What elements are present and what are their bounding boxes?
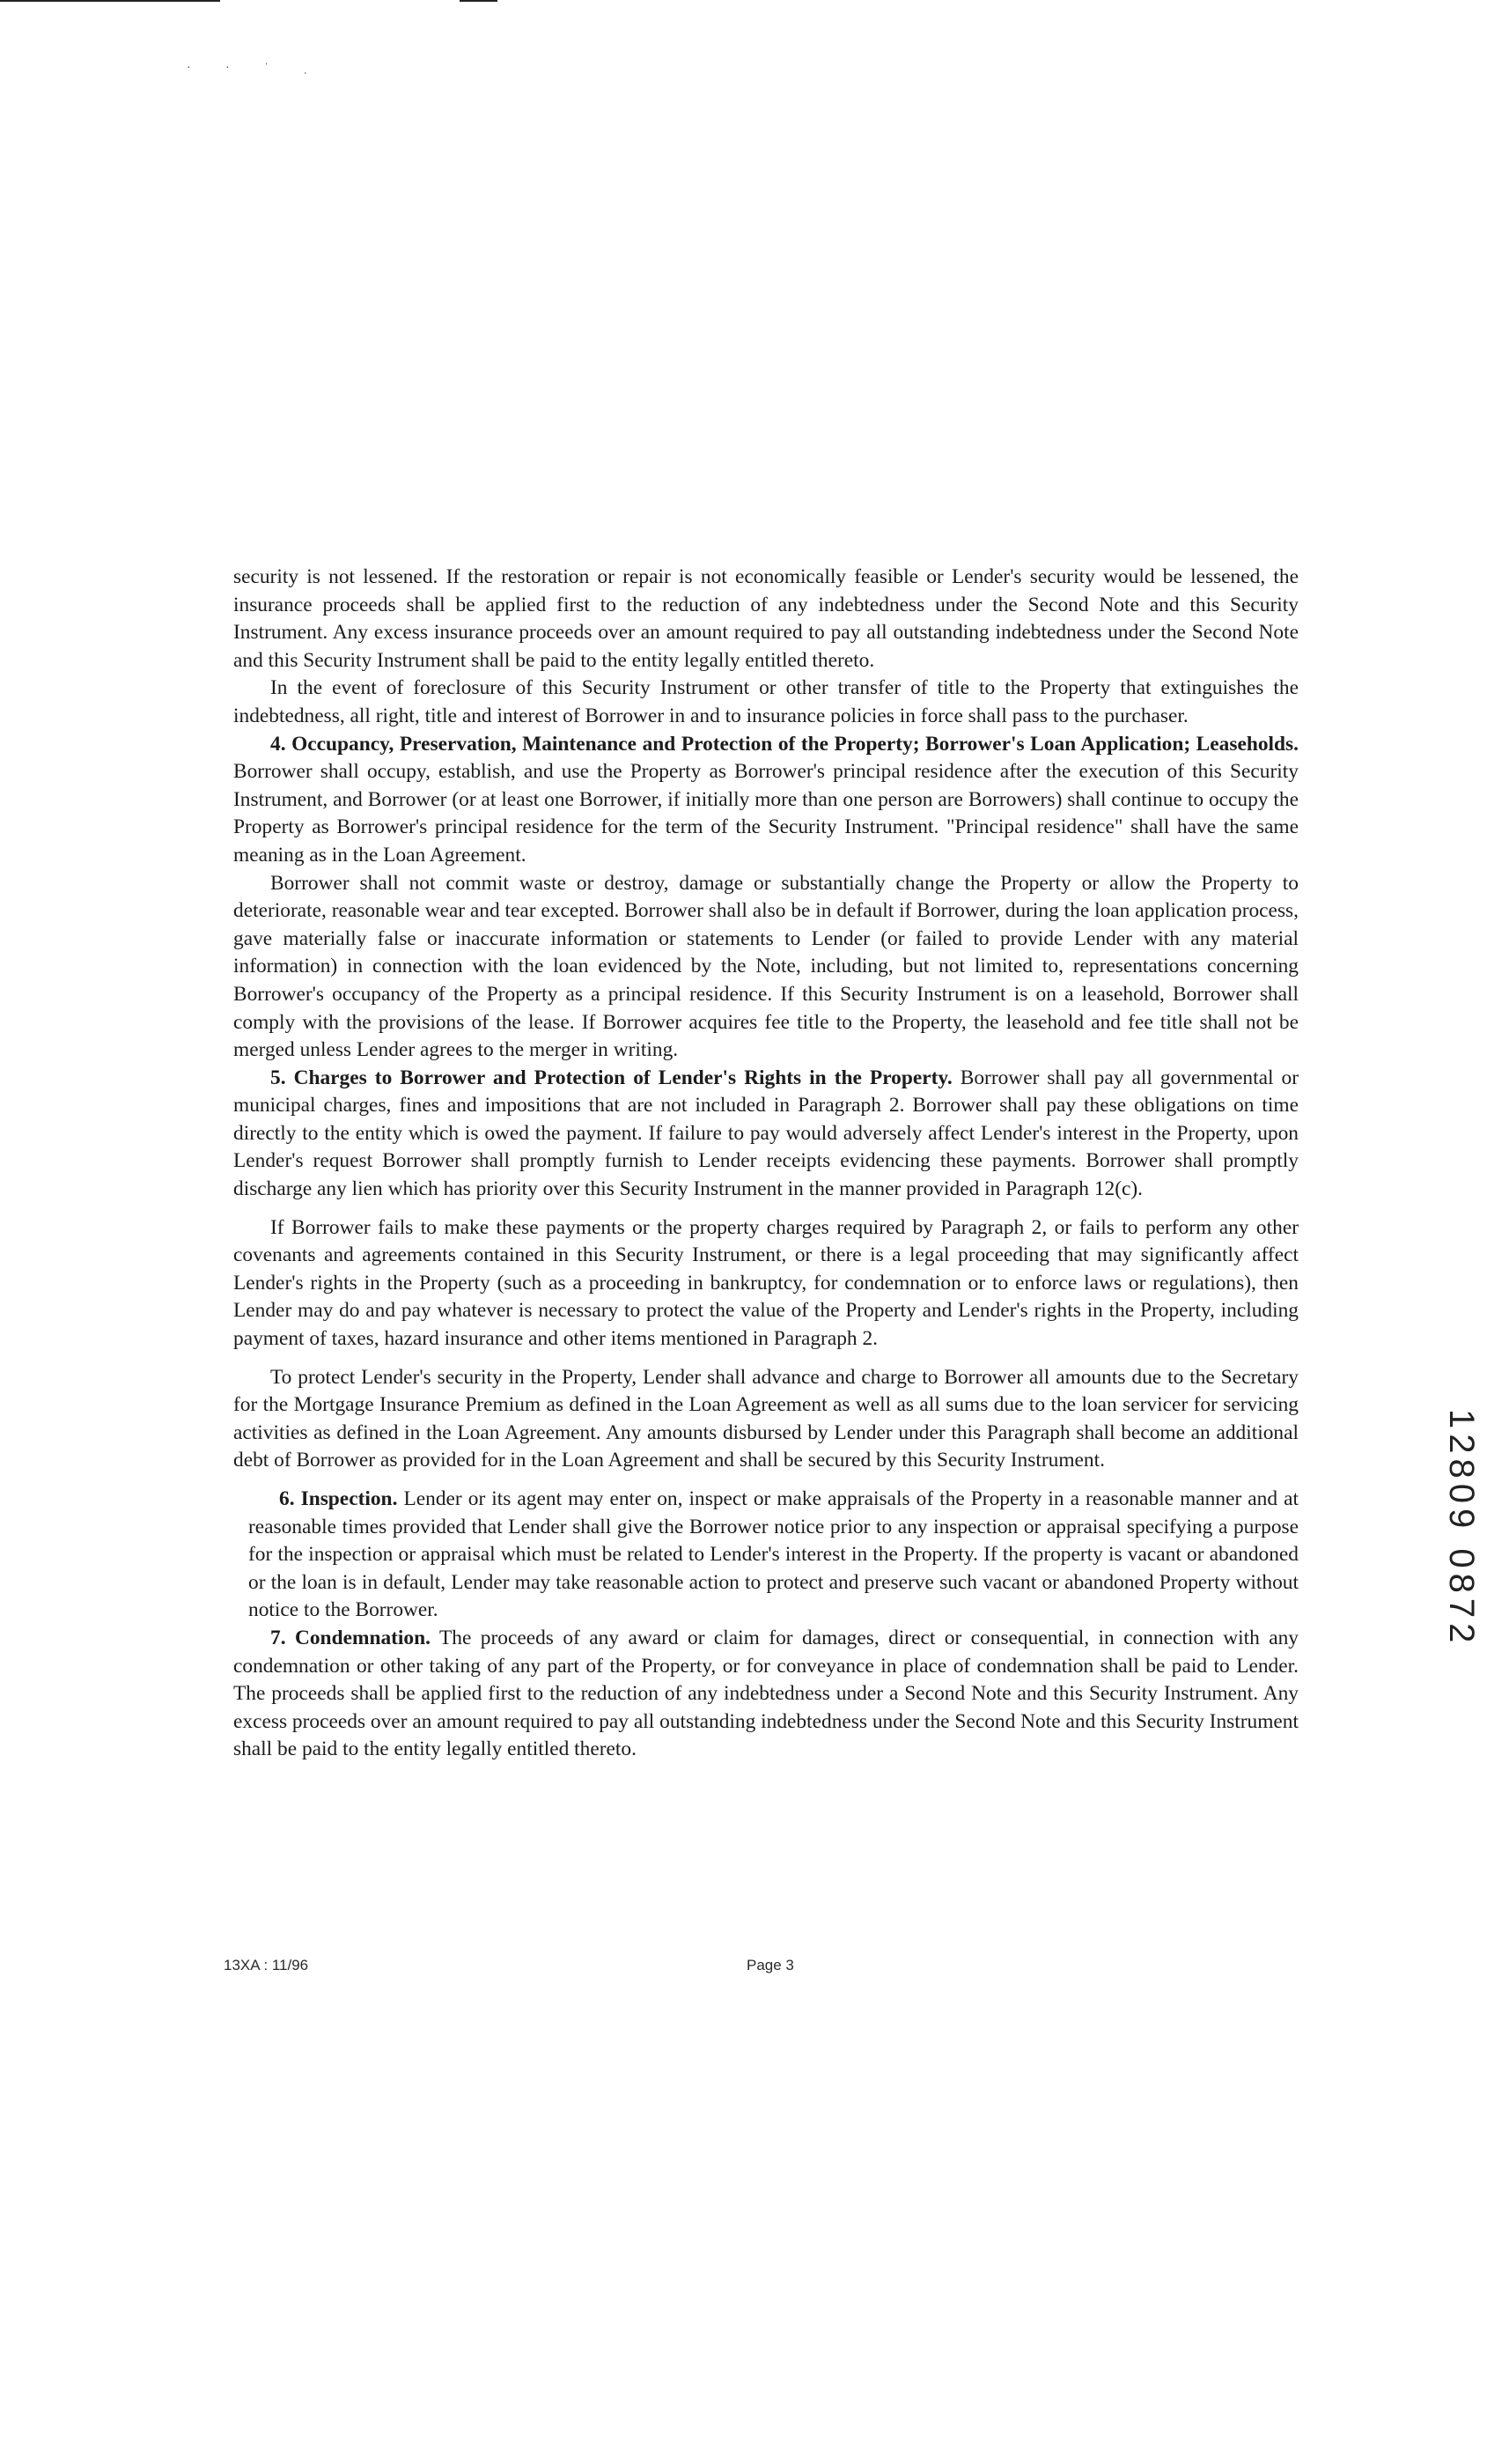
paragraph-text: To protect Lender's security in the Property, Lender shall advance and charge to Borrower all amounts due to the Secretary for the Mortgage Insurance Premium as defined in the Loan Agreement as well as all sums due to the loan servicer for servicing activities as defined in the Loan Agreement. Any amounts disbursed by Lender under this Paragraph shall become an additional debt of Borrower as provided for in the Loan Agreement and shall be secured by this Security Instrument.	[233, 1365, 1299, 1472]
footer-form-code: 13XA : 11/96	[224, 1957, 309, 1973]
paragraph-foreclosure	[233, 675, 1299, 730]
paragraph-waste	[233, 870, 1299, 1065]
paragraph-insurance-continued	[233, 564, 1299, 675]
footer-page-number: Page 3	[747, 1957, 794, 1973]
section-4-occupancy	[233, 731, 1299, 870]
scan-edge-line	[0, 0, 220, 2]
section-heading: 5. Charges to Borrower and Protection of Lender's Rights in the Property.	[270, 1066, 953, 1089]
scan-edge-line	[460, 0, 497, 2]
paragraph-text: Lender or its agent may enter on, inspect or make appraisals of the Property in a reasonable manner and at reasonable times provided that Lender shall give the Borrower notice prior to any inspection or appraisal specifying a purpose for the inspection or appraisal which must be related to Lender's interest in the Property. If the property is vacant or abandoned or the loan is in default, Lender may take reasonable action to protect and preserve such vacant or abandoned Property without notice to the Borrower.	[248, 1487, 1299, 1622]
recording-stamp: 12809 0872	[1442, 1409, 1481, 1649]
paragraph-text: security is not lessened. If the restoration or repair is not economically feasible or Lender's security would be lessened, the insurance proceeds shall be applied first to the reduction of any indebtedness under the Second Note and this Security Instrument. Any excess insurance proceeds over an amount required to pay all outstanding indebtedness under the Second Note and this Security Instrument shall be paid to the entity legally entitled thereto.	[233, 565, 1299, 672]
paragraph-text: The proceeds of any award or claim for damages, direct or consequential, in connection with any condemnation or other taking of any part of the Property, or for conveyance in place of condemnation shall be paid to Lender. The proceeds shall be applied first to the reduction of any indebtedness under a Second Note and this Security Instrument. Any excess proceeds over an amount required to pay all outstanding indebtedness under the Second Note and this Security Instrument shall be paid to the entity legally entitled thereto.	[233, 1626, 1299, 1761]
section-heading: 6. Inspection.	[279, 1487, 398, 1510]
paragraph-text: Borrower shall not commit waste or destroy, damage or substantially change the Property or allow the Property to deteriorate, reasonable wear and tear excepted. Borrower shall also be in default if Borrower, during the loan application process, gave materially false or inaccurate information or statements to Lender (or failed to provide Lender with any material information) in connection with the loan evidenced by the Note, including, but not limited to, representations concerning Borrower's occupancy of the Property as a principal residence. If this Security Instrument is on a leasehold, Borrower shall comply with the provisions of the lease. If Borrower acquires fee title to the Property, the leasehold and fee title shall not be merged unless Lender agrees to the merger in writing.	[233, 871, 1299, 1062]
section-heading: 4. Occupancy, Preservation, Maintenance and Protection of the Property; Borrower's Loan Application; Leaseholds.	[270, 732, 1299, 756]
paragraph-text: If Borrower fails to make these payments or the property charges required by Paragraph 2, or fails to perform any other covenants and agreements contained in this Security Instrument, or there is a legal proceeding that may significantly affect Lender's rights in the Property (such as a proceeding in bankruptcy, for condemnation or to enforce laws or regulations), then Lender may do and pay whatever is necessary to protect the value of the Property and Lender's rights in the Property, including payment of taxes, hazard insurance and other items mentioned in Paragraph 2.	[233, 1215, 1299, 1351]
section-7-condemnation	[233, 1625, 1299, 1764]
scan-specks: · · ˈ ˌ	[187, 62, 324, 75]
document-body	[233, 564, 1299, 1764]
paragraph-text: Borrower shall pay all governmental or municipal charges, fines and impositions that are not included in Paragraph 2. Borrower shall pay these obligations on time directly to the entity which is owed the payment. If failure to pay would adversely affect Lender's interest in the Property, upon Lender's request Borrower shall promptly furnish to Lender receipts evidencing these payments. Borrower shall promptly discharge any lien which has priority over this Security Instrument in the manner provided in Paragraph 12(c).	[233, 1066, 1299, 1201]
paragraph-text: Borrower shall occupy, establish, and use the Property as Borrower's principal residence after the execution of this Security Instrument, and Borrower (or at least one Borrower, if initially more than one person are Borrowers) shall continue to occupy the Property as Borrower's principal residence for the term of the Security Instrument. "Principal residence" shall have the same meaning as in the Loan Agreement.	[233, 760, 1299, 867]
section-5-charges	[233, 1065, 1299, 1204]
paragraph-protect-security	[233, 1364, 1299, 1475]
section-6-inspection	[248, 1486, 1299, 1625]
section-heading: 7. Condemnation.	[270, 1626, 431, 1649]
paragraph-text: In the event of foreclosure of this Security Instrument or other transfer of title to the Property that extinguishes the indebtedness, all right, title and interest of Borrower in and to insurance policies in force shall pass to the purchaser.	[233, 676, 1299, 727]
paragraph-borrower-fails	[233, 1214, 1299, 1354]
